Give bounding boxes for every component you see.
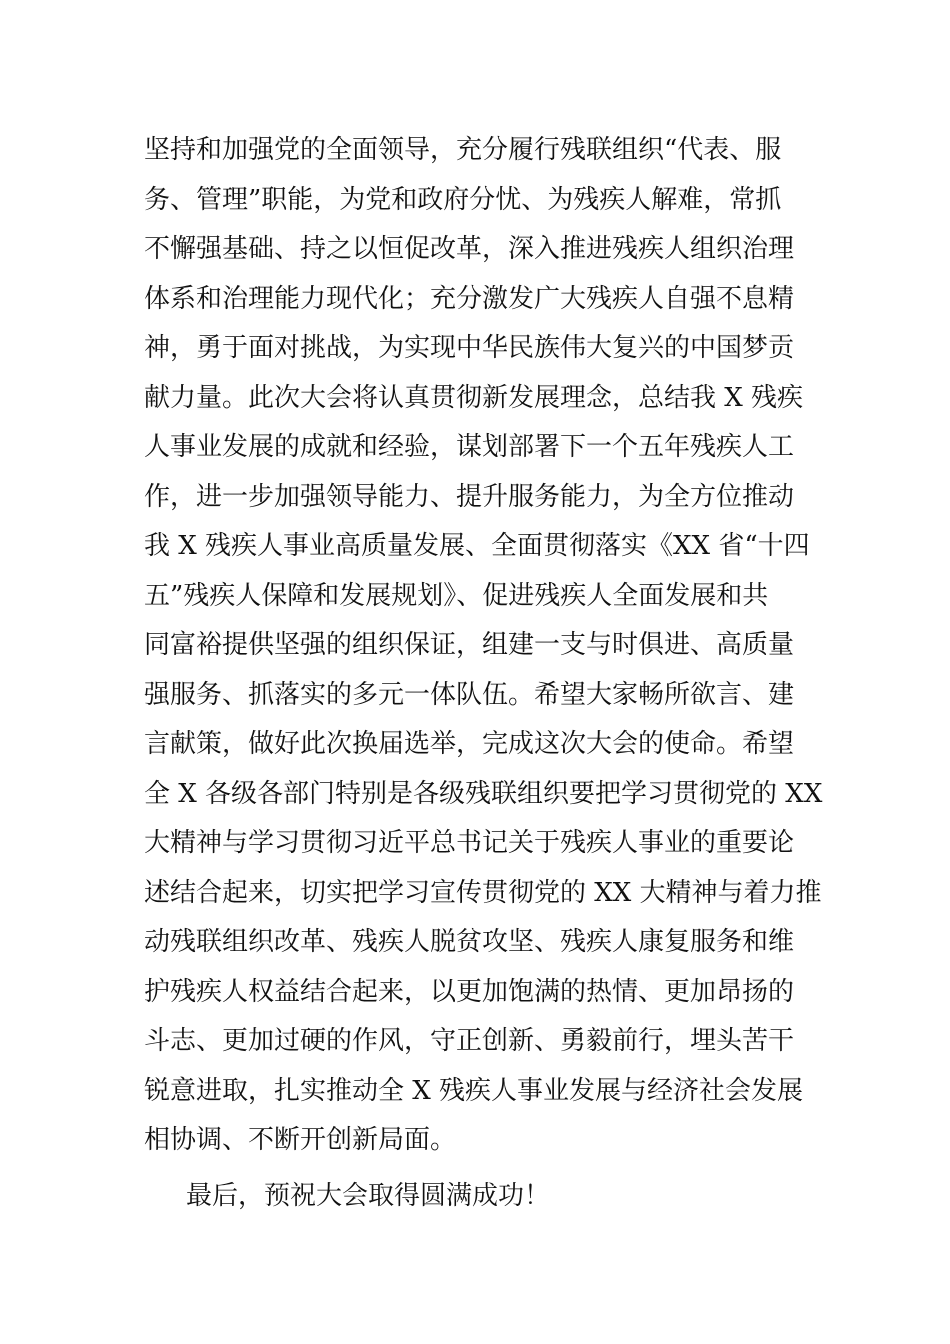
text-line: 相协调、不断开创新局面。 [144, 1125, 457, 1155]
text-line: 不懈强基础、持之以恒促改革，深入推进残疾人组织治理 [144, 234, 795, 264]
text-line: 护残疾人权益结合起来，以更加饱满的热情、更加昂扬的 [144, 976, 795, 1007]
text-line: 务、管理”职能，为党和政府分忧、为残疾人解难，常抓 [144, 184, 782, 215]
text-line: 述结合起来，切实把学习宣传贯彻党的 XX 大精神与着力推 [144, 877, 822, 908]
body-paragraph [144, 126, 824, 1166]
closing-paragraph: 最后，预祝大会取得圆满成功！ [186, 1181, 551, 1211]
text-line: 强服务、抓落实的多元一体队伍。希望大家畅所欲言、建 [144, 679, 795, 710]
text-line: 斗志、更加过硬的作风，守正创新、勇毅前行，埋头苦干 [144, 1026, 795, 1056]
text-line: 言献策，做好此次换届选举，完成这次大会的使命。希望 [144, 729, 795, 759]
text-line: 人事业发展的成就和经验，谋划部署下一个五年残疾人工 [144, 432, 795, 462]
text-line: 全 X 各级各部门特别是各级残联组织要把学习贯彻党的 XX [144, 778, 823, 809]
text-line: 五”残疾人保障和发展规划》、促进残疾人全面发展和共 [144, 580, 769, 611]
text-line: 锐意进取，扎实推动全 X 残疾人事业发展与经济社会发展 [144, 1075, 804, 1106]
text-line: 同富裕提供坚强的组织保证，组建一支与时俱进、高质量 [144, 630, 795, 660]
text-line: 坚持和加强党的全面领导，充分履行残联组织“代表、服 [144, 135, 782, 165]
text-line: 献力量。此次大会将认真贯彻新发展理念，总结我 X 残疾 [144, 382, 804, 413]
text-line: 体系和治理能力现代化；充分激发广大残疾人自强不息精 [144, 283, 795, 314]
text-line: 大精神与学习贯彻习近平总书记关于残疾人事业的重要论 [144, 828, 795, 858]
text-line: 动残联组织改革、残疾人脱贫攻坚、残疾人康复服务和维 [144, 927, 795, 957]
text-line: 神，勇于面对挑战，为实现中华民族伟大复兴的中国梦贡 [144, 333, 795, 363]
text-line: 我 X 残疾人事业高质量发展、全面贯彻落实《XX 省“十四 [144, 531, 810, 561]
text-line: 作，进一步加强领导能力、提升服务能力，为全方位推动 [144, 481, 795, 512]
